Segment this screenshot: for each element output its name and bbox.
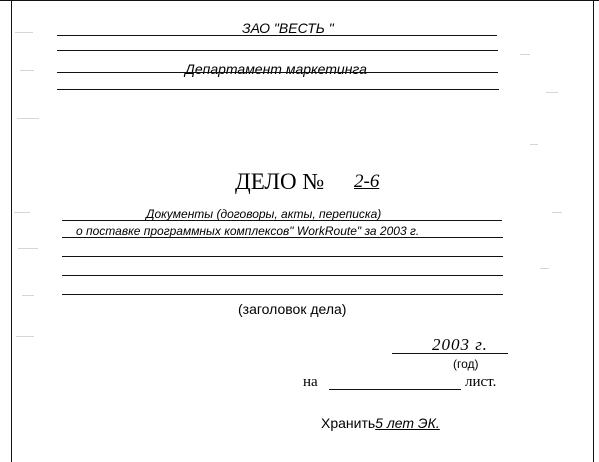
- year-caption: (год): [453, 357, 479, 371]
- header-blank-line: [57, 50, 498, 51]
- description-underline-2: [62, 237, 503, 238]
- sheets-prefix: на: [303, 374, 318, 390]
- case-number: 2-6: [354, 171, 380, 192]
- case-title: ДЕЛО №: [235, 169, 325, 194]
- storage-period: 5 лет ЭК.: [375, 415, 440, 431]
- storage-label: Хранить: [321, 415, 376, 431]
- storage-line: [321, 416, 440, 430]
- sheets-suffix: лист.: [465, 374, 497, 390]
- description-blank-line-3: [62, 294, 503, 295]
- header-blank-line-2: [57, 89, 499, 90]
- frame-right-border: [593, 0, 594, 462]
- frame-left-border: [11, 0, 12, 462]
- description-blank-line-1: [62, 256, 503, 257]
- sheets-count-blank: [329, 389, 461, 390]
- company-underline: [57, 35, 497, 36]
- description-blank-line-2: [62, 275, 503, 276]
- year-value: 2003 г.: [432, 335, 488, 354]
- frame-top-border: [0, 0, 599, 1]
- title-caption: (заголовок дела): [238, 301, 347, 317]
- company-name: ЗАО "ВЕСТЬ ": [242, 20, 334, 36]
- department-name: Департамент маркетинга: [185, 61, 367, 77]
- description-underline-1: [62, 220, 502, 221]
- department-underline: [57, 72, 498, 73]
- case-description-line-1: Документы (договоры, акты, переписка): [146, 207, 382, 221]
- case-description-line-2: о поставке программных комплексов" WorkRoute" за 2003 г.: [76, 224, 420, 238]
- year-underline: [392, 353, 508, 354]
